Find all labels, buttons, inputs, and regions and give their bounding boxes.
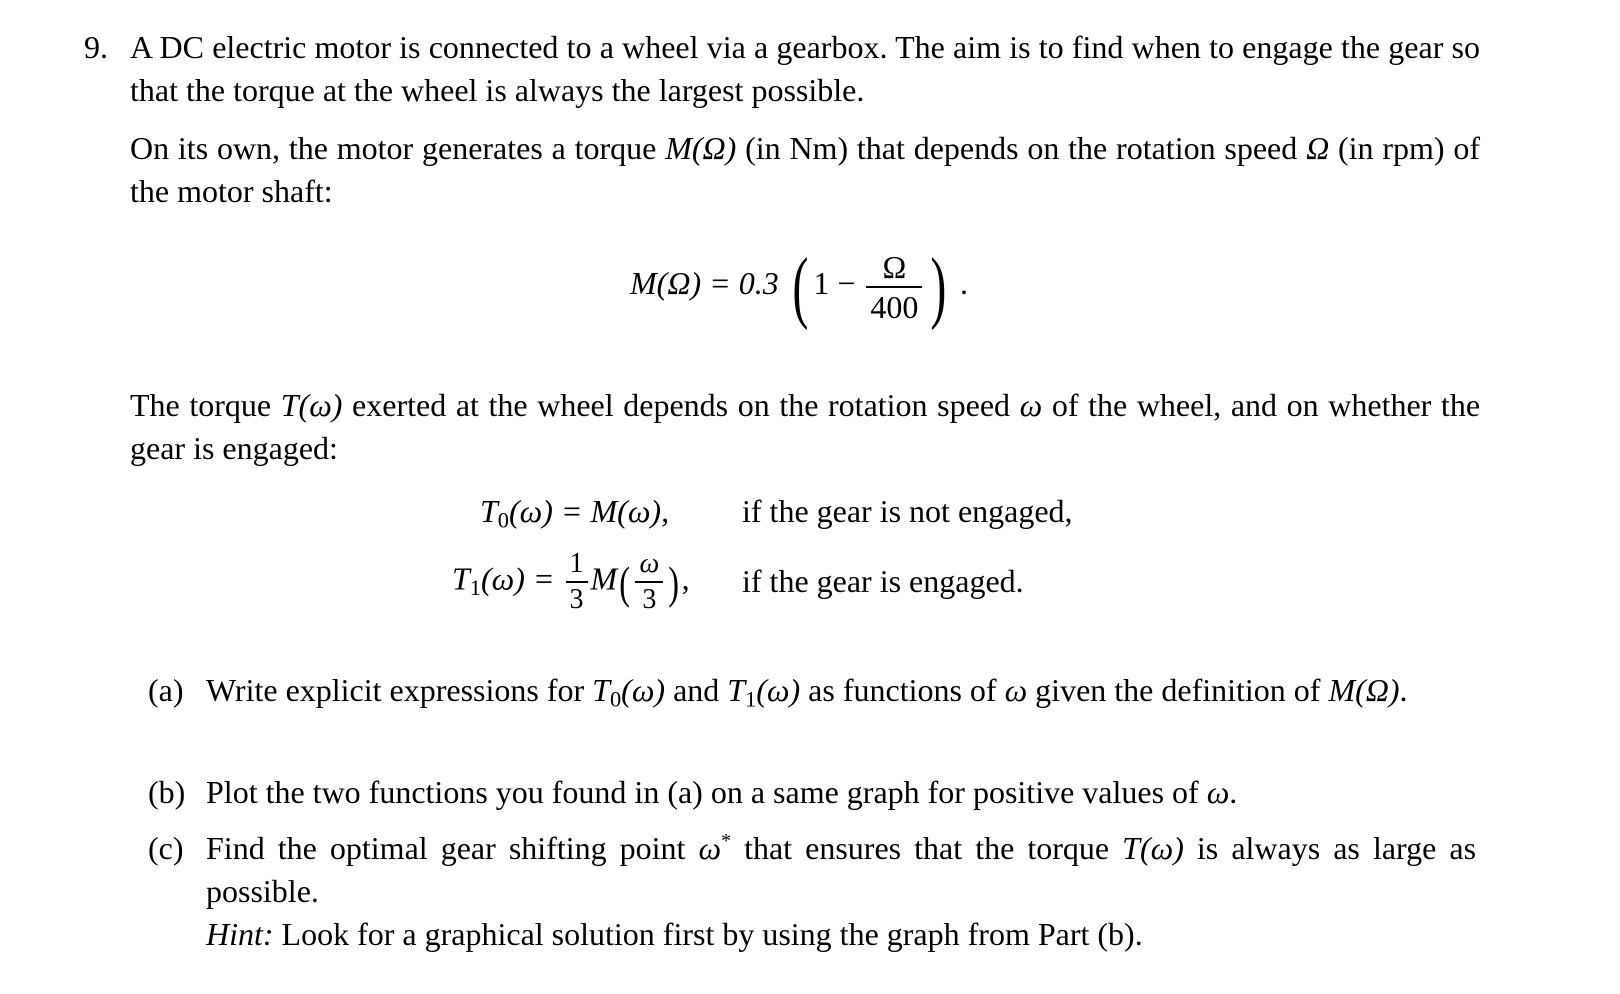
intro-paragraph: A DC electric motor is connected to a wheel via a gearbox. The aim is to find when to engage the gear so that the torque at the wheel is always the largest possible.	[130, 29, 1480, 108]
condition-engaged: if the gear is engaged.	[742, 563, 1024, 599]
wheel-torque-paragraph: The torque T(ω) exerted at the wheel depends on the rotation speed ω of the wheel, and on whether the gear is engaged:	[130, 387, 1481, 466]
problem-number: 9.	[84, 29, 108, 65]
part-c-text: Find the optimal gear shifting point ω* that ensures that the torque T(ω) is always as large as possible. Hint: Look for a graphical solution first by using the graph from Part (b).	[206, 830, 1477, 952]
case-not-engaged: $T_0(\omega) = M(\omega)$,	[480, 493, 670, 533]
motor-paragraph: On its own, the motor generates a torque M(Ω) (in Nm) that depends on the rotation speed Ω (in rpm) of the motor shaft:	[130, 130, 1481, 209]
equation-lhs: M(Ω) = 0.3	[630, 265, 779, 301]
omega-over-three-fraction: $\frac{\omega}{3}$	[635, 550, 663, 614]
part-b-text: Plot the two functions you found in (a) on a same graph for positive values of ω.	[206, 774, 1238, 810]
right-paren: )	[930, 242, 947, 331]
part-a-label: (a)	[148, 672, 184, 708]
omega-over-400-fraction: $\frac{\Omega}{400}$	[866, 251, 922, 323]
part-a-text: Write explicit expressions for $T_0(\omega)$ and $T_1(\omega)$ as functions of ω given the definition of M(Ω).	[206, 672, 1408, 712]
hint-text: Look for a graphical solution first by using the graph from Part (b).	[273, 916, 1143, 952]
part-c-label: (c)	[148, 830, 184, 866]
case-engaged: $T_1(\omega)$ = $\frac{1}{3}$ M( $\frac{\omega}{3}$ ),	[452, 548, 690, 615]
one-minus: 1 −	[813, 265, 856, 301]
left-paren: (	[792, 242, 809, 331]
condition-not-engaged: if the gear is not engaged,	[742, 493, 1073, 529]
motor-torque-equation: M(Ω) = 0.3 ( 1 − $\frac{\Omega}{400}$ ) .	[630, 242, 969, 331]
hint-label: Hint:	[206, 916, 274, 952]
one-third-fraction: $\frac{1}{3}$	[566, 550, 588, 614]
part-b-label: (b)	[148, 774, 186, 810]
